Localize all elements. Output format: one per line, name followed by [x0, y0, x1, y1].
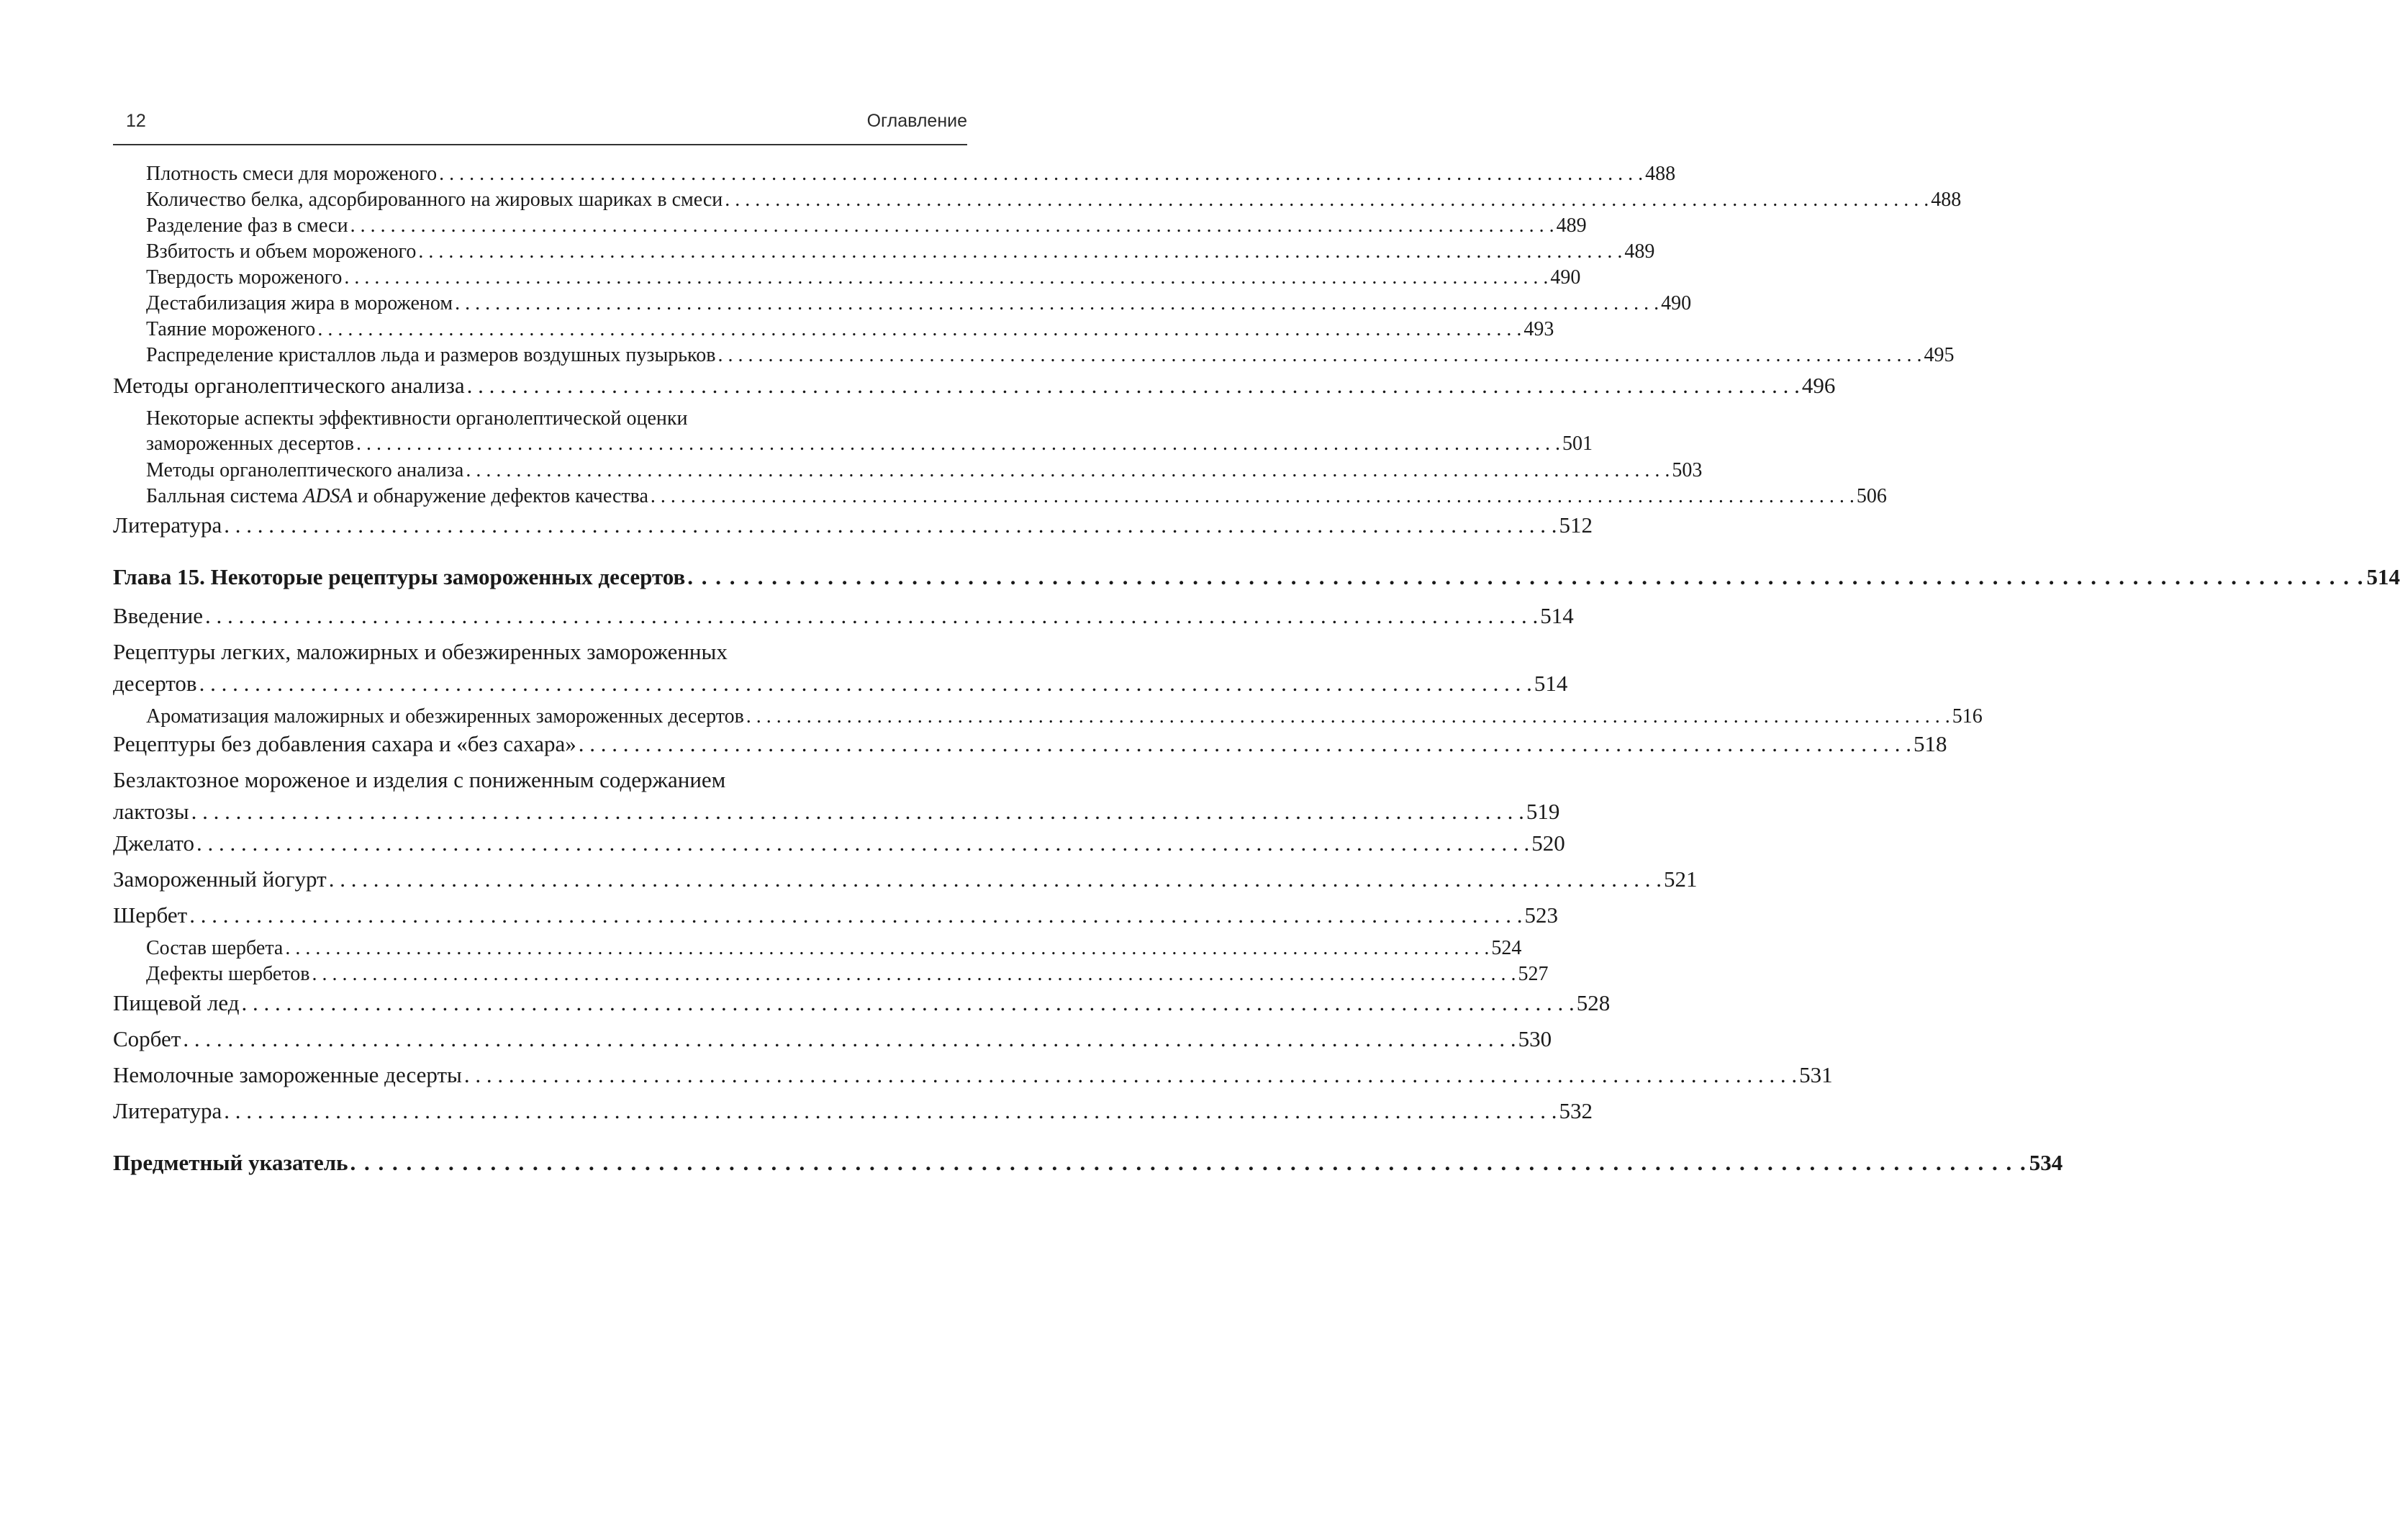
toc-entry[interactable] — [146, 407, 1593, 456]
dot-leader: . . . . . . . . . . . . . . . . . . . . . . . . . . . . . . . . . . . . . . . . . . . . . . . . . . . . . . . . . . . . . . . . . . . . . . . . . . . . . . . . . . . . . . . . . . . . . . . . . . . . . . . . . . . . . . . . . . . . . . . . — [317, 318, 1522, 340]
dot-leader: . . . . . . . . . . . . . . . . . . . . . . . . . . . . . . . . . . . . . . . . . . . . . . . . . . . . . . . . . . . . . . . . . . . . . . . . . . . . . . . . . . . . . . . . . . . . . . . . . . . . . . . . . . . . . . . . . . . . . . . . — [189, 902, 1523, 928]
entry-title: Количество белка, адсорбированного на жировых шариках в смеси — [146, 189, 723, 211]
entry-page: 523 — [1524, 902, 1558, 928]
toc-entry[interactable] — [146, 937, 1522, 960]
toc-entry[interactable] — [146, 318, 1554, 341]
dot-leader: . . . . . . . . . . . . . . . . . . . . . . . . . . . . . . . . . . . . . . . . . . . . . . . . . . . . . . . . . . . . . . . . . . . . . . . . . . . . . . . . . . . . . . . . . . . . . . . . . . . . . . . . . . . . . . . . . . . . . . . . — [350, 214, 1554, 237]
toc-entry[interactable] — [146, 459, 1703, 482]
toc-entry[interactable] — [113, 512, 1593, 538]
dot-leader: . . . . . . . . . . . . . . . . . . . . . . . . . . . . . . . . . . . . . . . . . . . . . . . . . . . . . . . . . . . . . . . . . . . . . . . . . . . . . . . . . . . . . . . . . . . . . . . . . . . . . . . . . . . . . . . . . . . . . . . . — [344, 266, 1549, 289]
entry-title: десертов — [113, 671, 197, 696]
entry-title — [146, 485, 648, 508]
entry-title: Сорбет — [113, 1026, 181, 1051]
dot-leader: . . . . . . . . . . . . . . . . . . . . . . . . . . . . . . . . . . . . . . . . . . . . . . . . . . . . . . . . . . . . . . . . . . . . . . . . . . . . . . . . . . . . . . . . . . . . . . . . . . . . . . . . . . . . . . . . . . . . . . . . — [725, 189, 1929, 211]
toc-entry[interactable] — [146, 214, 1587, 237]
entry-page: 514 — [1534, 671, 1568, 696]
entry-page: 519 — [1526, 799, 1560, 824]
entry-page: 532 — [1559, 1098, 1593, 1123]
dot-leader: . . . . . . . . . . . . . . . . . . . . . . . . . . . . . . . . . . . . . . . . . . . . . . . . . . . . . . . . . . . . . . . . . . . . . . . . . . . . . . . . . . . . . . . . . . . . . . . . . . . . . . . . . . . . . . . . . . . . . . . . — [224, 512, 1557, 538]
dot-leader: . . . . . . . . . . . . . . . . . . . . . . . . . . . . . . . . . . . . . . . . . . . . . . . . . . . . . . . . . . . . . . . . . . . . . . . . . . . . . . . . . . . . . . . . . . . . . . . . . . . . . . . . . . . . . . . . . . . . . . . . — [455, 292, 1659, 314]
entry-title-line1: Некоторые аспекты эффективности органолептической оценки — [146, 407, 688, 430]
entry-page: 530 — [1518, 1026, 1552, 1051]
toc-entry[interactable] — [113, 1026, 1552, 1052]
entry-page: 488 — [1645, 163, 1676, 185]
entry-page: 493 — [1523, 318, 1554, 340]
entry-page: 518 — [1914, 731, 1947, 756]
entry-title: Предметный указатель — [113, 1150, 348, 1175]
header-rule — [113, 144, 967, 145]
entry-title: Таяние мороженого — [146, 318, 316, 340]
dot-leader: . . . . . . . . . . . . . . . . . . . . . . . . . . . . . . . . . . . . . . . . . . . . . . . . . . . . . . . . . . . . . . . . . . . . . . . . . . . . . . . . . . . . . . . . . . . . . . . . . . . . . . . . . . . . . . . . . . . . . . . . — [204, 603, 1539, 628]
entry-page: 490 — [1550, 266, 1581, 289]
entry-page: 514 — [1540, 603, 1574, 628]
entry-page: 520 — [1531, 830, 1565, 856]
dot-leader: . . . . . . . . . . . . . . . . . . . . . . . . . . . . . . . . . . . . . . . . . . . . . . . . . . . . . . . . . . . . . . . . . . . . . . . . . . . . . . . . . . . . . . . . . . . . . . . . . . . . . . . . . . . . . . . . . . . . . . . . — [183, 1026, 1516, 1051]
dot-leader: . . . . . . . . . . . . . . . . . . . . . . . . . . . . . . . . . . . . . . . . . . . . . . . . . . . . . . . . . . . . . . . . . . . . . . . . . . . . . . . . . . . . . . . . . . . . . . . . . . . . . . . . . . . . . . . . . . . . . . . . — [439, 163, 1644, 185]
toc-entry[interactable] — [113, 603, 1574, 629]
dot-leader: . . . . . . . . . . . . . . . . . . . . . . . . . . . . . . . . . . . . . . . . . . . . . . . . . . . . . . . . . . . . . . . . . . . . . . . . . . . . . . . . . . . . . . . . . . . . . . . . . . . . . . . . . . . . . . . . . . . . . . . . — [285, 937, 1490, 959]
toc-entry[interactable] — [113, 767, 1560, 825]
entry-page: 521 — [1663, 866, 1698, 892]
toc-chapter-entry[interactable] — [113, 1150, 2063, 1176]
entry-title: Твердость мороженого — [146, 266, 343, 289]
toc-entry[interactable] — [146, 189, 1962, 212]
toc-entry[interactable] — [146, 344, 1955, 367]
entry-page: 506 — [1856, 485, 1887, 507]
toc-entry[interactable] — [113, 1098, 1593, 1124]
adsa-abbrev: ADSA — [303, 485, 353, 507]
entry-page: 501 — [1562, 432, 1593, 455]
toc-chapter-entry[interactable] — [113, 564, 2400, 590]
dot-leader: . . . . . . . . . . . . . . . . . . . . . . . . . . . . . . . . . . . . . . . . . . . . . . . . . . . . . . . . . . . . . . . . . . . . . . . . . . . . . . . . . . . . . . . . . . . . . . . . . . . . . . . . . . . . . . . . . . . . . . . . — [418, 240, 1623, 263]
dot-leader: . . . . . . . . . . . . . . . . . . . . . . . . . . . . . . . . . . . . . . . . . . . . . . . . . . . . . . . . . . . . . . . . . . . . . . . . . . . . . . . . . . . . . . . . . . . . . . . . . . . . . . . . . . . . . . . . . . . . . . . . — [746, 705, 1950, 728]
toc-entry[interactable] — [113, 830, 1565, 856]
entry-page: 527 — [1518, 963, 1549, 985]
entry-title: Взбитость и объем мороженого — [146, 240, 417, 263]
toc-entry[interactable] — [113, 639, 1568, 697]
toc-entry[interactable] — [146, 292, 1692, 315]
entry-title: Разделение фаз в смеси — [146, 214, 348, 237]
entry-page: 512 — [1559, 512, 1593, 538]
entry-title: Литература — [113, 512, 222, 538]
entry-title: Дестабилизация жира в мороженом — [146, 292, 453, 314]
entry-title-part: Балльная система — [146, 485, 304, 507]
dot-leader: . . . . . . . . . . . . . . . . . . . . . . . . . . . . . . . . . . . . . . . . . . . . . . . . . . . . . . . . . . . . . . . . . . . . . . . . . . . . . . . . . . . . . . . . . . . . . . . . . . . . . . . . . . . . . . . . . . . . . . . . — [650, 485, 1855, 507]
entry-title: Рецептуры без добавления сахара и «без сахара» — [113, 731, 576, 756]
toc-entry[interactable] — [146, 163, 1676, 186]
toc-entry[interactable] — [146, 485, 1887, 508]
dot-leader: . . . . . . . . . . . . . . . . . . . . . . . . . . . . . . . . . . . . . . . . . . . . . . . . . . . . . . . . . . . . . . . . . . . . . . . . . . . . . . . . . . . . . . . . . . . . . . . . . . . . . . . . . . . . . . . . . . . . . . . . — [241, 990, 1575, 1015]
dot-leader: . . . . . . . . . . . . . . . . . . . . . . . . . . . . . . . . . . . . . . . . . . . . . . . . . . . . . . . . . . . . . . . . . . . . . . . . . . . . . . . . . . . . . . . . . . . . . . . . . . . . . . . . . . . . . . . . . . . . . . . . — [328, 866, 1662, 892]
dot-leader: . . . . . . . . . . . . . . . . . . . . . . . . . . . . . . . . . . . . . . . . . . . . . . . . . . . . . . . . . . . . . . . . . . . . . . . . . . . . . . . . . . . . . . . . . . . . . . . . . . . . . . . . . . . . . . . . . . . . . . . . — [199, 671, 1532, 696]
dot-leader: . . . . . . . . . . . . . . . . . . . . . . . . . . . . . . . . . . . . . . . . . . . . . . . . . . . . . . . . . . . . . . . . . . . . . . . . . . . . . . . . . . . . . . . . . . . . . . . . . . . . . . . . . . . . . . . . . . . . . . . . — [687, 564, 2365, 589]
entry-title: Ароматизация маложирных и обезжиренных замороженных десертов — [146, 705, 744, 728]
entry-title: замороженных десертов — [146, 432, 354, 455]
entry-page: 524 — [1491, 937, 1522, 959]
entry-title: Литература — [113, 1098, 222, 1123]
entry-title: Глава 15. Некоторые рецептуры замороженных десертов — [113, 564, 686, 589]
toc-entry[interactable] — [146, 266, 1581, 289]
dot-leader: . . . . . . . . . . . . . . . . . . . . . . . . . . . . . . . . . . . . . . . . . . . . . . . . . . . . . . . . . . . . . . . . . . . . . . . . . . . . . . . . . . . . . . . . . . . . . . . . . . . . . . . . . . . . . . . . . . . . . . . . — [196, 830, 1530, 856]
entry-page: 514 — [2366, 564, 2400, 589]
entry-title: Введение — [113, 603, 203, 628]
entry-page: 516 — [1952, 705, 1983, 728]
dot-leader: . . . . . . . . . . . . . . . . . . . . . . . . . . . . . . . . . . . . . . . . . . . . . . . . . . . . . . . . . . . . . . . . . . . . . . . . . . . . . . . . . . . . . . . . . . . . . . . . . . . . . . . . . . . . . . . . . . . . . . . . — [356, 432, 1560, 455]
entry-title: Шербет — [113, 902, 188, 928]
toc-entry[interactable] — [146, 963, 1549, 986]
entry-title-line1: Рецептуры легких, маложирных и обезжиренных замороженных — [113, 639, 728, 664]
entry-title: Дефекты шербетов — [146, 963, 310, 985]
toc-entry[interactable] — [113, 902, 1558, 928]
running-header — [113, 107, 967, 134]
entry-title-line1: Безлактозное мороженое и изделия с пониженным содержанием — [113, 767, 726, 792]
entry-title-part: и обнаружение дефектов качества — [352, 485, 648, 507]
entry-title: Джелато — [113, 830, 194, 856]
running-title: Оглавление — [866, 111, 967, 131]
page-number: 12 — [126, 111, 146, 131]
entry-title: Методы органолептического анализа — [113, 373, 465, 398]
entry-title: Методы органолептического анализа — [146, 459, 464, 481]
dot-leader: . . . . . . . . . . . . . . . . . . . . . . . . . . . . . . . . . . . . . . . . . . . . . . . . . . . . . . . . . . . . . . . . . . . . . . . . . . . . . . . . . . . . . . . . . . . . . . . . . . . . . . . . . . . . . . . . . . . . . . . . — [463, 1062, 1798, 1087]
toc-entry[interactable] — [146, 240, 1655, 263]
entry-page: 496 — [1801, 373, 1836, 398]
entry-title: Состав шербета — [146, 937, 284, 959]
dot-leader: . . . . . . . . . . . . . . . . . . . . . . . . . . . . . . . . . . . . . . . . . . . . . . . . . . . . . . . . . . . . . . . . . . . . . . . . . . . . . . . . . . . . . . . . . . . . . . . . . . . . . . . . . . . . . . . . . . . . . . . . — [466, 373, 1800, 398]
entry-page: 528 — [1576, 990, 1611, 1015]
entry-title: Немолочные замороженные десерты — [113, 1062, 462, 1087]
entry-title: Плотность смеси для мороженого — [146, 163, 438, 185]
toc-entry[interactable] — [113, 866, 1698, 892]
entry-page: 489 — [1556, 214, 1587, 237]
entry-page: 503 — [1672, 459, 1703, 481]
toc-entry[interactable] — [113, 731, 1947, 757]
toc-entry[interactable] — [113, 373, 1836, 399]
toc-entry[interactable] — [113, 990, 1611, 1016]
dot-leader: . . . . . . . . . . . . . . . . . . . . . . . . . . . . . . . . . . . . . . . . . . . . . . . . . . . . . . . . . . . . . . . . . . . . . . . . . . . . . . . . . . . . . . . . . . . . . . . . . . . . . . . . . . . . . . . . . . . . . . . . — [312, 963, 1516, 985]
entry-page: 489 — [1624, 240, 1655, 263]
dot-leader: . . . . . . . . . . . . . . . . . . . . . . . . . . . . . . . . . . . . . . . . . . . . . . . . . . . . . . . . . . . . . . . . . . . . . . . . . . . . . . . . . . . . . . . . . . . . . . . . . . . . . . . . . . . . . . . . . . . . . . . . — [224, 1098, 1557, 1123]
entry-page: 534 — [2029, 1150, 2063, 1175]
entry-title: Замороженный йогурт — [113, 866, 327, 892]
toc-entry[interactable] — [146, 705, 1983, 728]
dot-leader: . . . . . . . . . . . . . . . . . . . . . . . . . . . . . . . . . . . . . . . . . . . . . . . . . . . . . . . . . . . . . . . . . . . . . . . . . . . . . . . . . . . . . . . . . . . . . . . . . . . . . . . . . . . . . . . . . . . . . . . . — [578, 731, 1912, 756]
dot-leader: . . . . . . . . . . . . . . . . . . . . . . . . . . . . . . . . . . . . . . . . . . . . . . . . . . . . . . . . . . . . . . . . . . . . . . . . . . . . . . . . . . . . . . . . . . . . . . . . . . . . . . . . . . . . . . . . . . . . . . . . — [191, 799, 1524, 824]
entry-page: 495 — [1924, 344, 1955, 366]
dot-leader: . . . . . . . . . . . . . . . . . . . . . . . . . . . . . . . . . . . . . . . . . . . . . . . . . . . . . . . . . . . . . . . . . . . . . . . . . . . . . . . . . . . . . . . . . . . . . . . . . . . . . . . . . . . . . . . . . . . . . . . . — [466, 459, 1670, 481]
dot-leader: . . . . . . . . . . . . . . . . . . . . . . . . . . . . . . . . . . . . . . . . . . . . . . . . . . . . . . . . . . . . . . . . . . . . . . . . . . . . . . . . . . . . . . . . . . . . . . . . . . . . . . . . . . . . . . . . . . . . . . . . — [717, 344, 1922, 366]
toc-entry[interactable] — [113, 1062, 1833, 1088]
entry-title: Пищевой лед — [113, 990, 240, 1015]
entry-page: 488 — [1931, 189, 1962, 211]
entry-title: Распределение кристаллов льда и размеров воздушных пузырьков — [146, 344, 716, 366]
dot-leader: . . . . . . . . . . . . . . . . . . . . . . . . . . . . . . . . . . . . . . . . . . . . . . . . . . . . . . . . . . . . . . . . . . . . . . . . . . . . . . . . . . . . . . . . . . . . . . . . . . . . . . . . . . . . . . . . . . . . . . . . — [350, 1150, 2027, 1175]
entry-page: 531 — [1799, 1062, 1833, 1087]
entry-page: 490 — [1661, 292, 1692, 314]
entry-title: лактозы — [113, 799, 189, 824]
